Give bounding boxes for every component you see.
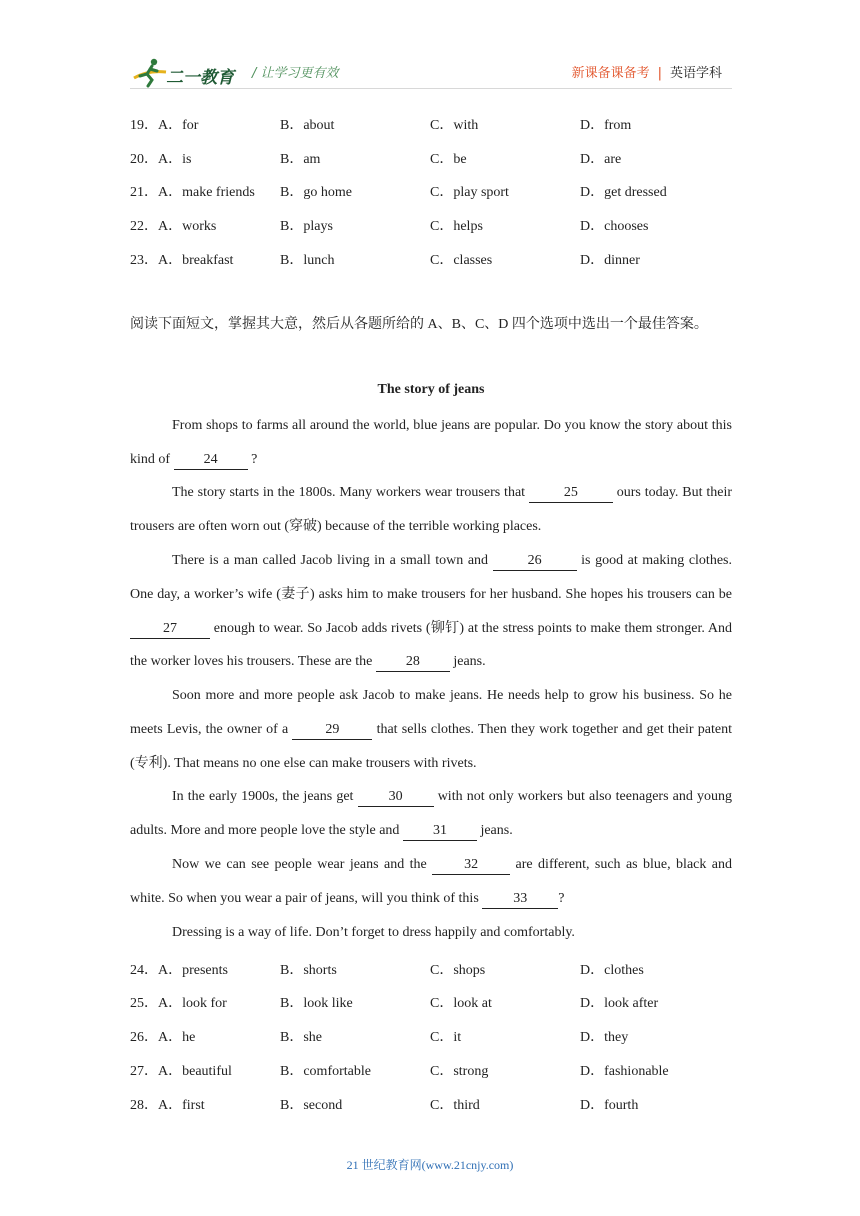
- instruction-text: 阅读下面短文，掌握其大意，然后从各题所给的 A、B、C、D 四个选项中选出一个最佳答案。: [130, 317, 708, 332]
- question-row: [130, 959, 750, 979]
- question-row: [130, 1060, 750, 1080]
- question-row: [130, 249, 750, 269]
- option-c: C．helps: [430, 219, 483, 234]
- option-b: B．am: [280, 152, 321, 167]
- option-c: C．classes: [430, 253, 493, 268]
- question-row: [130, 215, 750, 235]
- passage-title: The story of jeans: [377, 382, 485, 397]
- passage-paragraph: In the early 1900s, the jeans get 30 with not only workers but also teenagers and young adults. More and more people love the style and 31 jeans.: [130, 780, 732, 848]
- option-b: B．about: [280, 118, 335, 133]
- question-number-option-a: 26．A．he: [130, 1030, 196, 1045]
- question-number-option-a: 19．A．for: [130, 118, 199, 133]
- option-b: B．lunch: [280, 253, 335, 268]
- slogan: / 让学习更有效: [252, 66, 339, 81]
- question-row: [130, 114, 750, 134]
- passage-paragraph: Dressing is a way of life. Don’t forget to dress happily and comfortably.: [172, 925, 575, 940]
- blank-27: 27: [130, 620, 210, 639]
- page-footer: 21 世纪教育网(www.21cnjy.com): [346, 1158, 514, 1172]
- option-c: C．be: [430, 152, 467, 167]
- option-c: C．play sport: [430, 185, 509, 200]
- blank-29: 29: [292, 721, 372, 740]
- question-row: [130, 181, 750, 201]
- question-number-option-a: 22．A．works: [130, 219, 217, 234]
- blank-31: 31: [403, 822, 477, 841]
- option-b: B．she: [280, 1030, 322, 1045]
- blank-32: 32: [432, 856, 510, 875]
- question-number-option-a: 27．A．beautiful: [130, 1064, 232, 1079]
- header-brand: 新课备课备考: [571, 66, 650, 81]
- passage-paragraph: From shops to farms all around the world, blue jeans are popular. Do you know the story about this kind of 24 ?: [130, 409, 732, 477]
- question-row: [130, 992, 750, 1012]
- passage-paragraph: The story starts in the 1800s. Many workers wear trousers that 25 ours today. But their trousers are often worn out (穿破) because of the terrible working places.: [130, 485, 732, 534]
- option-c: C．look at: [430, 996, 492, 1011]
- blank-33: 33: [482, 890, 558, 909]
- option-c: C．strong: [430, 1064, 489, 1079]
- question-number-option-a: 25．A．look for: [130, 996, 227, 1011]
- option-d: D．are: [580, 152, 622, 167]
- option-b: B．look like: [280, 996, 353, 1011]
- option-d: D．fashionable: [580, 1064, 669, 1079]
- header-subject: 英语学科: [669, 66, 722, 81]
- runner-logo-icon: [130, 56, 170, 90]
- option-b: B．plays: [280, 219, 333, 234]
- option-c: C．with: [430, 118, 479, 133]
- question-number-option-a: 28．A．first: [130, 1098, 205, 1113]
- question-number-option-a: 21．A．make friends: [130, 185, 255, 200]
- page-header: [0, 0, 860, 100]
- question-row: [130, 148, 750, 168]
- option-b: B．comfortable: [280, 1064, 371, 1079]
- option-b: B．shorts: [280, 963, 337, 978]
- question-row: [130, 1094, 750, 1114]
- logo: [130, 56, 240, 90]
- logo-text: 二一教育: [166, 68, 234, 88]
- passage-paragraph: Now we can see people wear jeans and the 32 are different, such as blue, black and white. So when you wear a pair of jeans, will you think of this 33 ?: [130, 848, 732, 916]
- option-c: C．third: [430, 1098, 480, 1113]
- header-right: [572, 62, 722, 81]
- question-number-option-a: 24．A．presents: [130, 963, 228, 978]
- question-row: [130, 1026, 750, 1046]
- header-separator: |: [657, 66, 662, 81]
- option-b: B．second: [280, 1098, 343, 1113]
- option-d: D．fourth: [580, 1098, 639, 1113]
- question-number-option-a: 20．A．is: [130, 152, 192, 167]
- passage-paragraph: There is a man called Jacob living in a small town and 26 is good at making clothes. One day, a worker’s wife (妻子) asks him to make trousers for her husband. She hopes his trousers can be 27 enough to wear. So Jacob adds rivets (铆钉) at the stress points to make them stronger. And the worker loves his trousers. These are the 28 jeans.: [130, 544, 732, 679]
- option-d: D．clothes: [580, 963, 644, 978]
- blank-24: 24: [174, 451, 248, 470]
- option-d: D．from: [580, 118, 632, 133]
- blank-26: 26: [493, 552, 577, 571]
- blank-25: 25: [529, 484, 613, 503]
- blank-30: 30: [358, 788, 434, 807]
- header-divider: [130, 88, 732, 89]
- option-c: C．shops: [430, 963, 486, 978]
- option-d: D．dinner: [580, 253, 640, 268]
- option-d: D．look after: [580, 996, 659, 1011]
- option-d: D．chooses: [580, 219, 649, 234]
- question-number-option-a: 23．A．breakfast: [130, 253, 234, 268]
- passage-paragraph: Soon more and more people ask Jacob to make jeans. He needs help to grow his business. So he meets Levis, the owner of a 29 that sells clothes. Then they work together and get their patent (专利). That means no one else can make trousers with rivets.: [130, 688, 732, 771]
- option-d: D．they: [580, 1030, 629, 1045]
- option-c: C．it: [430, 1030, 462, 1045]
- blank-28: 28: [376, 653, 450, 672]
- option-b: B．go home: [280, 185, 352, 200]
- option-d: D．get dressed: [580, 185, 667, 200]
